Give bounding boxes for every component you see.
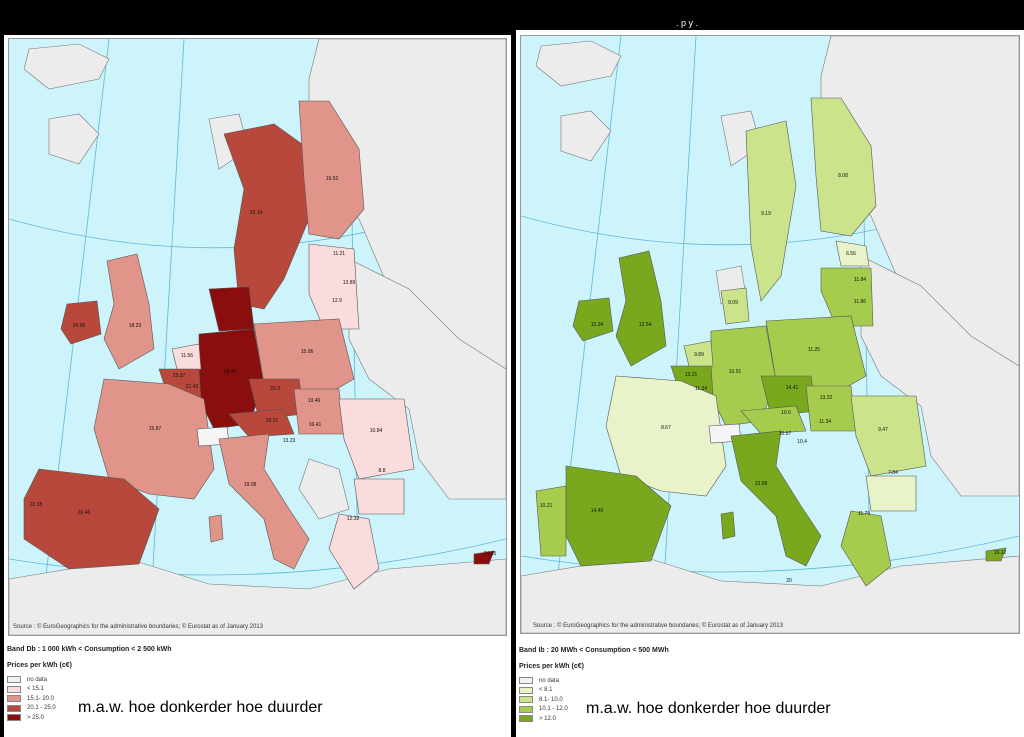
value-label: 15.34 xyxy=(590,322,604,328)
value-label: 28.44 xyxy=(223,369,237,375)
band-title: Band Db : 1 000 kWh < Consumption < 2 500 kWh xyxy=(7,646,172,653)
legend-swatch xyxy=(7,695,21,702)
left-map-frame xyxy=(8,38,507,636)
legend-row xyxy=(7,685,56,695)
value-label: 11.86 xyxy=(853,299,867,305)
value-label: 19.46 xyxy=(307,398,321,404)
source-text: Source : © EuroGeographics for the administrative boundaries; © Eurostat as of January 2013 xyxy=(533,623,783,629)
value-label: 24.90 xyxy=(72,323,86,329)
value-label: 9.89 xyxy=(694,352,704,358)
legend-row xyxy=(519,705,568,715)
legend-row xyxy=(7,704,56,714)
legend-label: 15.1- 20.0 xyxy=(27,695,55,702)
legend-label: no data xyxy=(27,676,48,683)
value-label: 7.84 xyxy=(888,470,898,476)
band-title: Band Ib : 20 MWh < Consumption < 500 MWh xyxy=(519,647,669,654)
source-text: Source : © EuroGeographics for the administrative boundaries; © Eurostat as of January 2013 xyxy=(13,624,263,630)
value-label: 13.68 xyxy=(754,481,768,487)
legend-row xyxy=(519,686,568,696)
legend-row xyxy=(7,694,56,704)
value-label: 10.4 xyxy=(797,439,807,445)
legend-title: Prices per kWh (c€) xyxy=(519,663,584,670)
legend-swatch xyxy=(7,686,21,693)
value-label: 13.89 xyxy=(342,280,356,286)
value-label: 24.25 xyxy=(483,551,497,557)
legend-swatch xyxy=(519,696,533,703)
value-label: 13.22 xyxy=(819,395,833,401)
left-map-panel xyxy=(4,35,511,737)
country-sardinia xyxy=(721,512,735,539)
legend xyxy=(7,675,56,723)
value-label: 16.41 xyxy=(308,422,322,428)
country-italy xyxy=(219,434,309,569)
legend xyxy=(519,676,568,724)
value-label: 20.21 xyxy=(265,418,279,424)
legend-label: > 12.0 xyxy=(539,715,556,722)
value-label: 10.57 xyxy=(778,431,792,437)
value-label: 10.84 xyxy=(369,428,383,434)
country-romania xyxy=(851,396,926,476)
right-map-frame xyxy=(520,35,1020,634)
value-label: 6.56 xyxy=(846,251,856,257)
value-label: 10.21 xyxy=(539,503,553,509)
country-italy xyxy=(731,431,821,566)
value-label: 14.46 xyxy=(590,508,604,514)
legend-label: 20.1 - 25.0 xyxy=(27,705,56,712)
value-label: 8.67 xyxy=(661,425,671,431)
country-portugal xyxy=(536,486,566,556)
value-label: 23.37 xyxy=(172,373,186,379)
country-sweden-norway xyxy=(224,124,309,309)
legend-label: < 15.1 xyxy=(27,686,44,693)
legend-row xyxy=(519,714,568,724)
value-label: 21.42 xyxy=(185,384,199,390)
country-united-kingdom xyxy=(616,251,666,366)
value-label: 9.47 xyxy=(878,427,888,433)
country-ireland xyxy=(573,298,613,341)
legend-swatch xyxy=(519,715,533,722)
legend-label: 8.1- 10.0 xyxy=(539,696,563,703)
country-romania xyxy=(339,399,414,479)
legend-swatch xyxy=(7,676,21,683)
country-austria xyxy=(229,409,294,437)
right-map-panel xyxy=(516,30,1024,737)
right-map-svg xyxy=(521,36,1019,633)
value-label: 16.12 xyxy=(993,550,1007,556)
value-label: 12.32 xyxy=(346,516,360,522)
value-label: 20 xyxy=(786,578,792,584)
value-label: 10.6 xyxy=(781,410,791,416)
value-label: 15.06 xyxy=(300,349,314,355)
legend-row xyxy=(7,713,56,723)
country-bulgaria xyxy=(354,479,404,514)
legend-row xyxy=(519,695,568,705)
legend-swatch xyxy=(519,706,533,713)
value-label: 26.46 xyxy=(77,510,91,516)
clipped-heading-text: . p y . xyxy=(676,18,699,28)
value-label: 11.84 xyxy=(853,277,867,283)
legend-row xyxy=(519,676,568,686)
value-label: 8.08 xyxy=(838,173,848,179)
value-label: 18.23 xyxy=(128,323,142,329)
value-label: 23.3 xyxy=(270,386,280,392)
value-label: 11.25 xyxy=(807,347,821,353)
value-label: 9.19 xyxy=(761,211,771,217)
legend-swatch xyxy=(519,677,533,684)
value-label: 11.21 xyxy=(332,251,346,257)
value-label: 14.41 xyxy=(785,385,799,391)
legend-label: 10.1 - 12.0 xyxy=(539,706,568,713)
country-denmark xyxy=(209,287,254,331)
country-bulgaria xyxy=(866,476,916,511)
value-label: 19.52 xyxy=(325,176,339,182)
legend-swatch xyxy=(519,687,533,694)
value-label: 11.79 xyxy=(857,511,871,517)
legend-label: > 25.0 xyxy=(27,714,44,721)
legend-row xyxy=(7,675,56,685)
legend-label: no data xyxy=(539,677,560,684)
country-denmark xyxy=(721,288,749,324)
legend-title: Prices per kWh (c€) xyxy=(7,662,72,669)
caption: m.a.w. hoe donkerder hoe duurder xyxy=(78,699,323,716)
left-map-svg xyxy=(9,39,506,635)
value-label: 9.09 xyxy=(728,300,738,306)
value-label: 19.08 xyxy=(243,482,257,488)
country-sardinia xyxy=(209,515,223,542)
value-label: 22.14 xyxy=(249,210,263,216)
value-label: 15.87 xyxy=(148,426,162,432)
legend-swatch xyxy=(7,714,21,721)
value-label: 12.54 xyxy=(638,322,652,328)
value-label: 13.23 xyxy=(282,438,296,444)
value-label: 11.34 xyxy=(694,386,708,392)
caption: m.a.w. hoe donkerder hoe duurder xyxy=(586,700,831,717)
country-austria xyxy=(741,406,806,434)
legend-label: < 8.1 xyxy=(539,687,553,694)
value-label: 13.21 xyxy=(684,372,698,378)
value-label: 8.8 xyxy=(378,468,386,474)
legend-swatch xyxy=(7,705,21,712)
value-label: 10.91 xyxy=(728,369,742,375)
value-label: 11.56 xyxy=(180,353,194,359)
value-label: 11.34 xyxy=(818,419,832,425)
country-united-kingdom xyxy=(104,254,154,369)
value-label: 12.9 xyxy=(332,298,342,304)
value-label: 22.38 xyxy=(29,502,43,508)
